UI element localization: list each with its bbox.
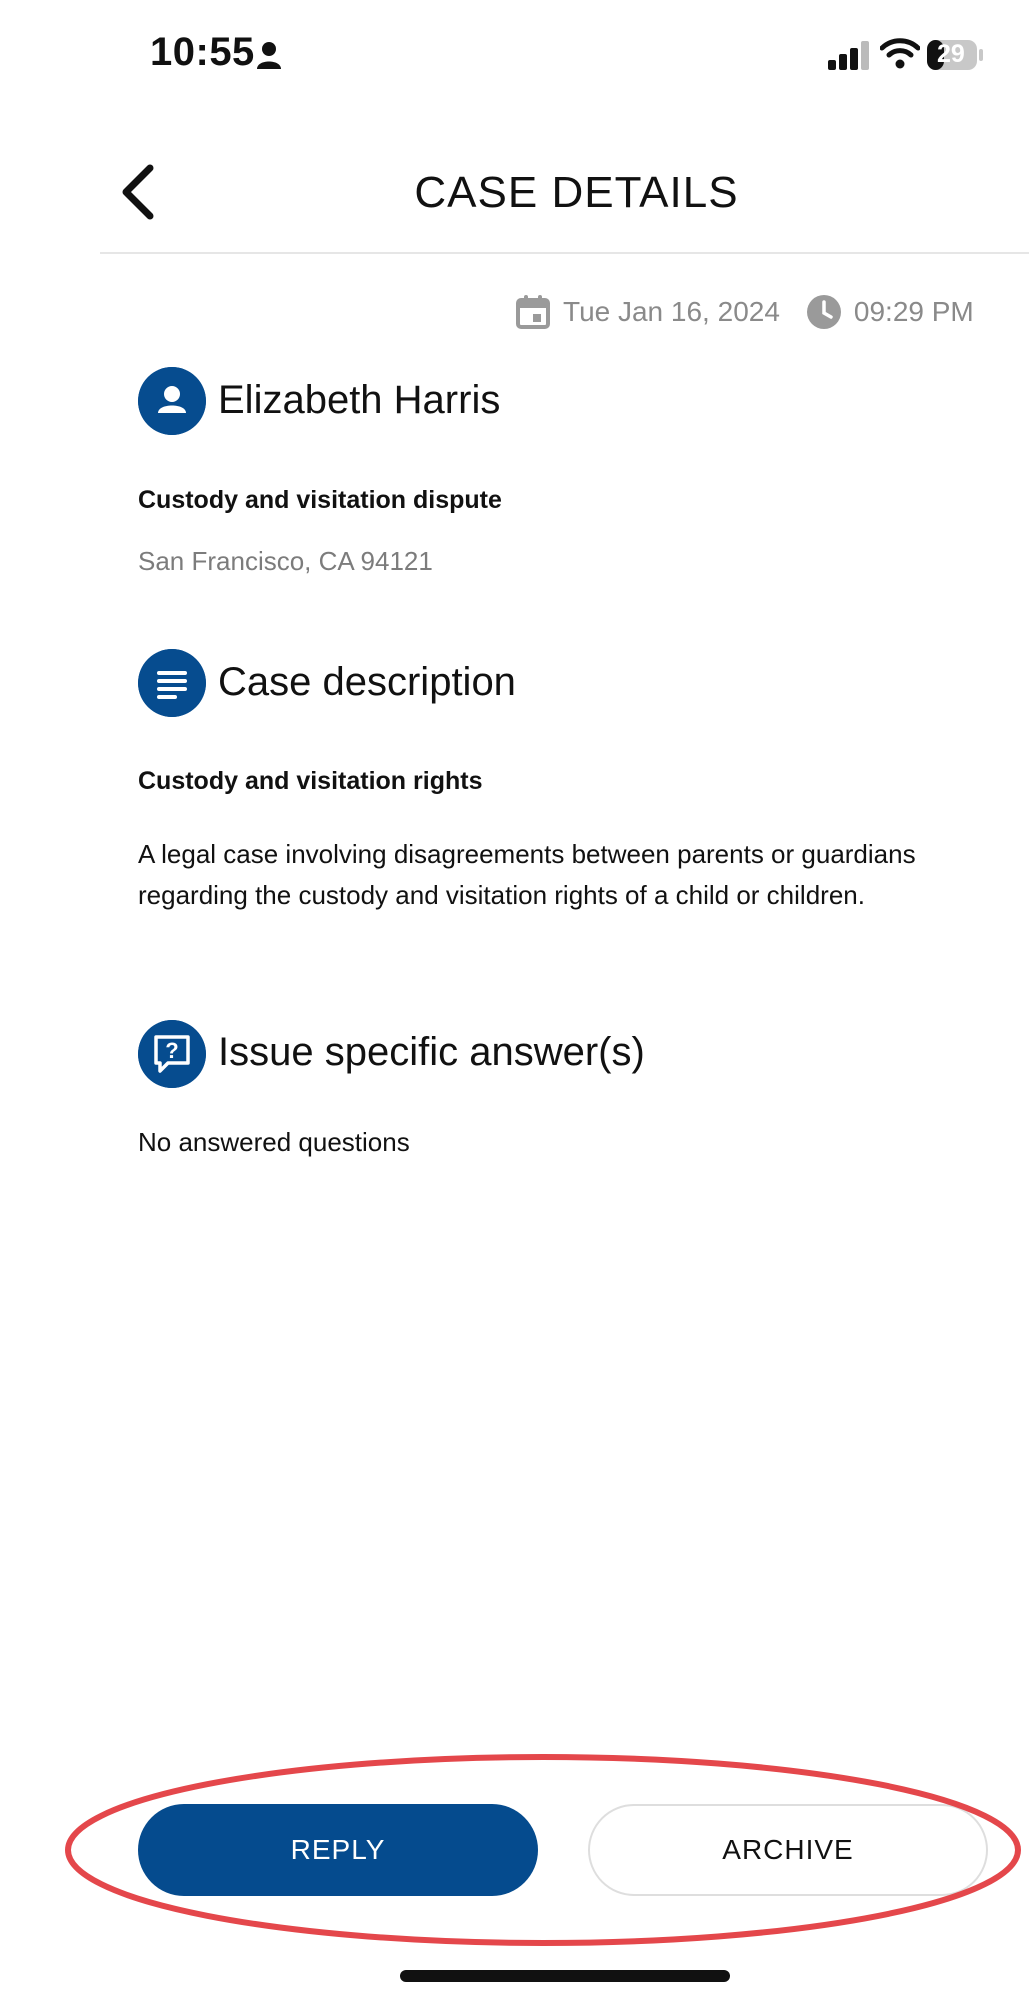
wifi-icon <box>880 36 920 70</box>
user-icon <box>138 367 206 435</box>
issue-answers-text: No answered questions <box>138 1127 410 1157</box>
archive-button[interactable]: ARCHIVE <box>588 1804 988 1896</box>
clock-icon <box>806 294 842 330</box>
status-time: 10:55 <box>150 30 255 74</box>
client-location: San Francisco, CA 94121 <box>138 546 433 576</box>
issue-answers-heading: Issue specific answer(s) <box>218 1030 645 1074</box>
case-description-text: A legal case involving disagreements between parents or guardians regarding the custody and visitation rights of a child or children. <box>138 839 916 910</box>
battery-level: 29 <box>937 40 965 68</box>
question-icon <box>138 1020 206 1088</box>
cellular-signal-icon <box>828 40 872 70</box>
home-indicator[interactable] <box>400 1970 730 1982</box>
calendar-icon <box>515 294 551 330</box>
case-datetime <box>515 292 974 332</box>
case-time: 09:29 PM <box>853 296 974 327</box>
client-name: Elizabeth Harris <box>218 378 501 422</box>
header <box>100 120 1029 254</box>
case-date: Tue Jan 16, 2024 <box>563 296 780 327</box>
description-icon <box>138 649 206 717</box>
reply-button[interactable]: REPLY <box>138 1804 538 1896</box>
case-description-heading: Case description <box>218 660 516 704</box>
page-title: CASE DETAILS <box>414 168 739 217</box>
case-type: Custody and visitation dispute <box>138 486 502 514</box>
case-description-title: Custody and visitation rights <box>138 767 483 795</box>
status-bar <box>0 0 1029 110</box>
svg-text:?: ? <box>165 1038 179 1063</box>
person-icon <box>256 40 282 70</box>
